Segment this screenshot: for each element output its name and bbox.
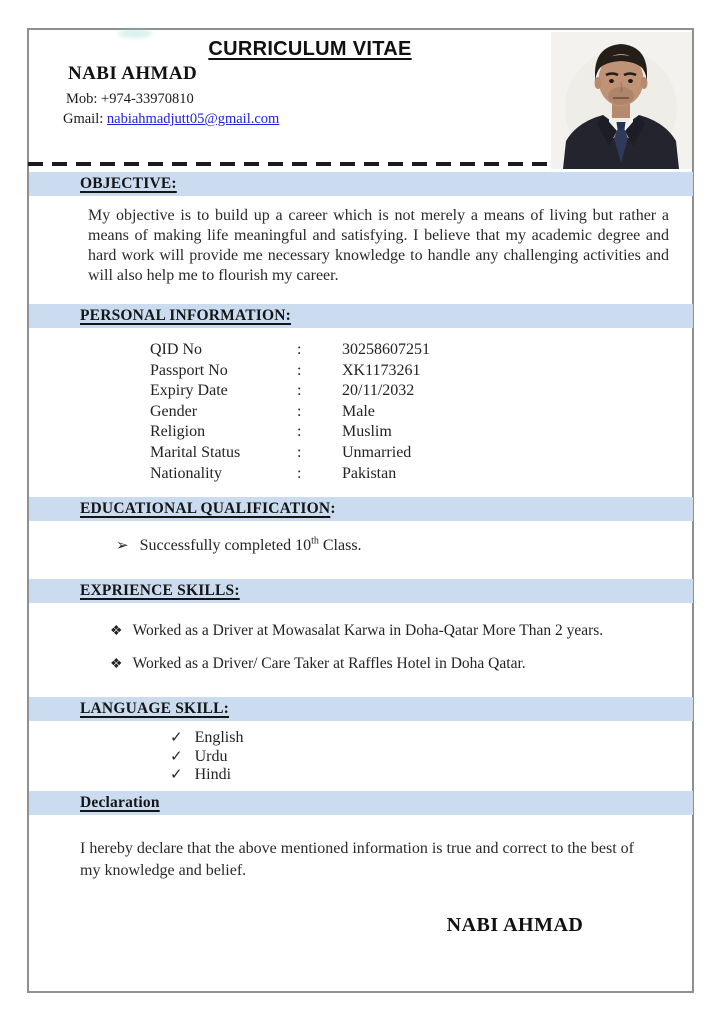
row-separator: : <box>297 443 302 461</box>
language-item-text: English <box>194 729 244 746</box>
mobile-label: Mob: <box>66 91 98 107</box>
section-bar-language-skill <box>29 697 693 721</box>
arrow-bullet-icon: ➢ <box>116 538 129 554</box>
row-separator: : <box>297 402 302 420</box>
language-list-item <box>170 748 243 767</box>
experience-list-item <box>110 655 526 673</box>
language-list-item <box>170 729 243 748</box>
section-bar-educational-qualification <box>29 497 693 521</box>
scan-artifact-mark <box>118 29 152 38</box>
diamond-bullet-icon: ❖ <box>110 657 123 672</box>
row-value: 20/11/2032 <box>342 382 415 400</box>
education-list-item <box>116 536 362 555</box>
row-separator: : <box>297 464 302 482</box>
check-icon: ✓ <box>170 767 183 783</box>
declaration-text: I hereby declare that the above mentioned information is true and correct to the best of my knowledge and belief. <box>80 840 635 879</box>
check-icon: ✓ <box>170 730 183 746</box>
table-row <box>150 422 430 443</box>
diamond-bullet-icon: ❖ <box>110 624 123 639</box>
ordinal-superscript: th <box>311 535 319 547</box>
row-value: Muslim <box>342 423 392 441</box>
row-separator: : <box>297 423 302 441</box>
check-icon: ✓ <box>170 748 183 765</box>
section-bar-declaration <box>29 791 693 815</box>
email-link[interactable]: nabiahmadjutt05@gmail.com <box>106 111 280 127</box>
table-row <box>150 381 430 402</box>
language-list <box>170 729 243 785</box>
portrait-photo <box>551 32 692 169</box>
personal-information-heading: PERSONAL INFORMATION: <box>80 307 292 324</box>
row-value: XK1173261 <box>342 361 421 379</box>
table-row <box>150 464 430 485</box>
portrait-photo-drawing <box>551 32 692 169</box>
language-item-text: Hindi <box>194 766 232 783</box>
declaration-heading: Declaration <box>80 794 160 811</box>
row-label: Marital Status <box>150 443 241 461</box>
experience-item-text: Worked as a Driver at Mowasalat Karwa in Doha-Qatar More Than 2 years. <box>132 622 604 639</box>
row-separator: : <box>297 382 302 400</box>
row-label: Expiry Date <box>150 382 228 400</box>
table-row <box>150 402 430 423</box>
educational-qualification-heading: EDUCATIONAL QUALIFICATION <box>80 500 331 517</box>
row-label: Nationality <box>150 464 222 482</box>
row-separator: : <box>297 341 302 358</box>
education-item-text-suffix: Class. <box>318 537 362 554</box>
personal-information-table <box>150 340 430 484</box>
table-row <box>150 361 430 382</box>
section-bar-personal-information <box>29 304 693 328</box>
row-label: Gender <box>150 402 198 420</box>
row-label: Religion <box>150 423 206 441</box>
education-item-text: Successfully completed 10 <box>139 537 312 554</box>
table-row <box>150 443 430 464</box>
email-label: Gmail: <box>63 111 104 127</box>
language-item-text: Urdu <box>194 747 228 765</box>
objective-heading: OBJECTIVE: <box>80 175 177 192</box>
person-name: NABI AHMAD <box>68 63 198 84</box>
email-line <box>63 111 279 128</box>
row-value: Male <box>342 402 375 420</box>
language-list-item <box>170 766 243 785</box>
experience-skills-heading: EXPRIENCE SKILLS: <box>80 582 240 599</box>
table-row <box>150 340 430 361</box>
heading-colon: : <box>330 500 336 517</box>
row-label: QID No <box>150 341 202 358</box>
mobile-line <box>66 91 194 108</box>
row-separator: : <box>297 361 302 379</box>
experience-list-item <box>110 622 603 640</box>
signature-name: NABI AHMAD <box>446 914 584 936</box>
language-skill-heading: LANGUAGE SKILL: <box>80 700 229 717</box>
experience-item-text: Worked as a Driver/ Care Taker at Raffles Hotel in Doha Qatar. <box>132 655 526 672</box>
mobile-number: +974-33970810 <box>101 91 194 107</box>
document-title: CURRICULUM VITAE <box>208 38 412 60</box>
section-bar-objective <box>29 172 693 196</box>
row-value: 30258607251 <box>342 341 430 358</box>
section-bar-experience-skills <box>29 579 693 603</box>
row-value: Pakistan <box>342 464 397 482</box>
row-value: Unmarried <box>342 443 412 461</box>
objective-text: My objective is to build up a career which is not merely a means of living but rather a means of making life meaningful and satisfying. I believe that my academic degree and hard work will provide me necessary knowledge to handle any challenging activities and will also help me to flourish my career. <box>88 207 669 284</box>
row-label: Passport No <box>150 361 228 379</box>
